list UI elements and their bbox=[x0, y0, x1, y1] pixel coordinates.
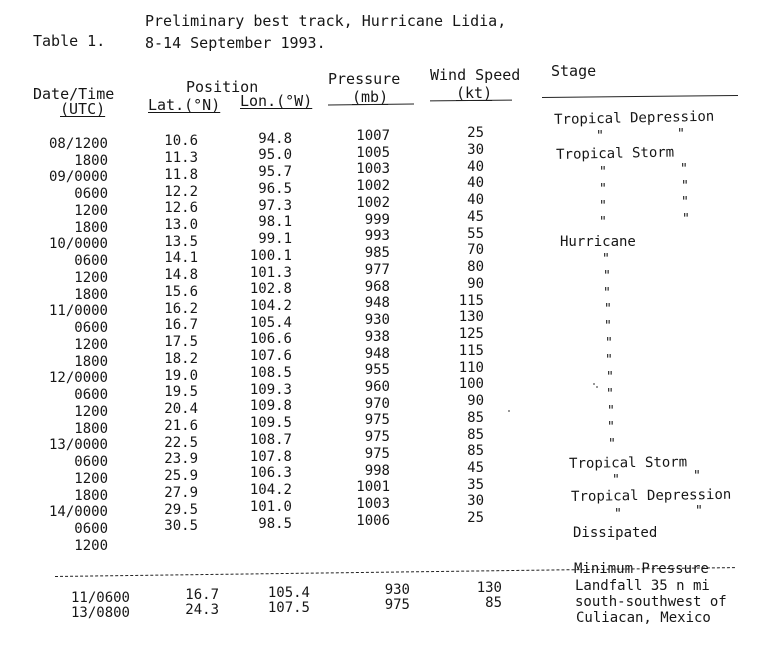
cell-pressure: 985 bbox=[364, 245, 390, 262]
scan-speck bbox=[508, 410, 510, 412]
cell-lon: 95.7 bbox=[258, 164, 292, 181]
cell-lon: 99.1 bbox=[258, 231, 292, 248]
cell-lon: 101.0 bbox=[249, 498, 292, 515]
cell-wind: 70 bbox=[467, 242, 484, 259]
cell-lat: 23.9 bbox=[164, 451, 198, 468]
cell-lat: 29.5 bbox=[164, 501, 198, 518]
cell-lon: 98.5 bbox=[258, 515, 292, 532]
cell-datetime: 1800 bbox=[74, 152, 108, 169]
cell-lon: 109.3 bbox=[249, 381, 292, 398]
cell-wind: 90 bbox=[467, 393, 484, 410]
header-stage: Stage bbox=[551, 62, 597, 80]
cell-lat: 17.5 bbox=[164, 334, 198, 351]
cell-pressure: 968 bbox=[364, 278, 390, 295]
cell-wind: 90 bbox=[467, 275, 484, 292]
cell-datetime: 0600 bbox=[74, 186, 108, 203]
summary-lon: 107.5 bbox=[267, 599, 310, 616]
summary-stage-line1: Minimum Pressure bbox=[574, 561, 709, 577]
ditto-mark: " bbox=[682, 212, 690, 227]
ditto-mark: " bbox=[596, 129, 604, 144]
cell-pressure: 960 bbox=[364, 379, 390, 395]
cell-datetime: 1800 bbox=[74, 219, 108, 236]
ditto-mark: " bbox=[606, 387, 614, 402]
cell-pressure: 1001 bbox=[356, 479, 390, 496]
ditto-mark: " bbox=[614, 507, 622, 522]
cell-lon: 102.8 bbox=[249, 281, 292, 298]
ditto-mark: " bbox=[599, 165, 607, 180]
cell-pressure: 948 bbox=[364, 345, 390, 362]
ditto-mark: " bbox=[612, 473, 620, 488]
cell-lon: 109.5 bbox=[249, 415, 292, 432]
cell-datetime: 10/0000 bbox=[48, 236, 108, 253]
ditto-mark: " bbox=[605, 353, 613, 368]
cell-pressure: 975 bbox=[364, 412, 390, 429]
cell-datetime: 08/1200 bbox=[48, 136, 108, 152]
cell-lon: 97.3 bbox=[258, 197, 292, 214]
cell-lat: 19.5 bbox=[164, 384, 198, 401]
cell-datetime: 1200 bbox=[74, 537, 108, 554]
cell-datetime: 11/0000 bbox=[48, 303, 108, 320]
cell-datetime: 0600 bbox=[74, 454, 108, 471]
cell-pressure: 970 bbox=[364, 395, 390, 412]
cell-lat: 11.3 bbox=[164, 150, 198, 167]
header-wind-line1: Wind Speed bbox=[430, 66, 521, 84]
cell-lat: 14.8 bbox=[164, 267, 198, 284]
summary-stage-line2: Landfall 35 n mi bbox=[575, 578, 710, 594]
cell-lon: 107.6 bbox=[249, 348, 292, 365]
cell-datetime: 1800 bbox=[74, 487, 108, 504]
cell-datetime: 1200 bbox=[74, 470, 108, 487]
cell-wind: 40 bbox=[467, 192, 484, 209]
header-lat: Lat.(°N) bbox=[148, 96, 221, 114]
cell-wind: 125 bbox=[458, 326, 484, 343]
stage-header-rule bbox=[542, 95, 738, 98]
cell-lat: 12.6 bbox=[164, 200, 198, 217]
cell-wind: 85 bbox=[467, 409, 484, 426]
header-pressure-line2: (mb) bbox=[352, 88, 389, 106]
ditto-mark: " bbox=[599, 199, 607, 214]
header-lon: Lon.(°W) bbox=[240, 92, 313, 110]
cell-lat: 30.5 bbox=[164, 518, 198, 535]
cell-datetime: 12/0000 bbox=[48, 370, 108, 387]
cell-pressure: 998 bbox=[364, 462, 390, 479]
cell-pressure: 977 bbox=[364, 261, 390, 278]
summary-lon: 105.4 bbox=[267, 584, 310, 601]
header-wind-line2: (kt) bbox=[456, 84, 493, 102]
cell-wind: 80 bbox=[467, 259, 484, 276]
cell-lon: 107.8 bbox=[249, 448, 292, 465]
cell-wind: 45 bbox=[467, 460, 484, 476]
cell-wind: 115 bbox=[458, 292, 484, 309]
cell-lat: 13.5 bbox=[164, 233, 198, 250]
cell-lon: 95.0 bbox=[258, 147, 292, 164]
cell-pressure: 999 bbox=[364, 211, 390, 228]
cell-lat: 16.7 bbox=[164, 317, 198, 334]
cell-pressure: 1003 bbox=[356, 161, 390, 178]
cell-lat: 10.6 bbox=[164, 133, 198, 150]
cell-lat: 21.6 bbox=[164, 417, 198, 434]
summary-stage-line4: Culiacan, Mexico bbox=[576, 610, 711, 626]
ditto-mark: " bbox=[693, 469, 701, 484]
ditto-mark: " bbox=[602, 252, 610, 267]
ditto-mark: " bbox=[599, 182, 607, 197]
cell-wind: 85 bbox=[467, 426, 484, 443]
stage-tropical-storm: Tropical Storm bbox=[556, 144, 675, 163]
cell-pressure: 975 bbox=[364, 429, 390, 446]
cell-lat: 19.0 bbox=[164, 367, 198, 384]
cell-lat: 27.9 bbox=[164, 484, 198, 501]
summary-stage-line3: south-southwest of bbox=[575, 594, 727, 610]
cell-pressure: 1006 bbox=[356, 512, 390, 529]
cell-wind: 40 bbox=[467, 158, 484, 175]
cell-wind: 25 bbox=[467, 125, 484, 142]
cell-pressure: 1005 bbox=[356, 144, 390, 161]
cell-wind: 110 bbox=[458, 359, 484, 376]
ditto-mark: " bbox=[607, 404, 615, 419]
cell-lon: 94.8 bbox=[258, 130, 292, 147]
summary-lat: 24.3 bbox=[185, 602, 219, 619]
cell-lon: 105.4 bbox=[249, 314, 292, 331]
cell-datetime: 1800 bbox=[74, 420, 108, 437]
cell-lon: 98.1 bbox=[258, 214, 292, 231]
ditto-mark: " bbox=[608, 437, 616, 452]
cell-pressure: 1003 bbox=[356, 496, 390, 513]
ditto-mark: " bbox=[681, 195, 689, 210]
cell-wind: 115 bbox=[458, 342, 484, 359]
cell-lon: 96.5 bbox=[258, 180, 292, 197]
cell-lon: 109.8 bbox=[249, 398, 292, 415]
ditto-mark: " bbox=[695, 504, 703, 519]
cell-wind: 35 bbox=[467, 476, 484, 493]
ditto-mark: " bbox=[605, 336, 613, 351]
cell-lon: 104.2 bbox=[249, 298, 292, 314]
cell-lat: 15.6 bbox=[164, 283, 198, 300]
cell-datetime: 0600 bbox=[74, 521, 108, 538]
cell-lon: 104.2 bbox=[249, 482, 292, 499]
stage-tropical-depression: Tropical Depression bbox=[554, 108, 715, 128]
cell-wind: 30 bbox=[467, 493, 484, 510]
ditto-mark: " bbox=[604, 319, 612, 334]
cell-lon: 108.7 bbox=[249, 431, 292, 448]
summary-wind: 130 bbox=[476, 579, 502, 596]
cell-lat: 20.4 bbox=[164, 401, 198, 418]
scan-speck bbox=[593, 383, 595, 385]
cell-pressure: 1002 bbox=[356, 178, 390, 195]
cell-datetime: 13/0000 bbox=[48, 437, 108, 454]
table-label: Table 1. bbox=[33, 32, 106, 50]
cell-wind: 55 bbox=[467, 225, 484, 242]
cell-pressure: 993 bbox=[364, 228, 390, 245]
header-position: Position bbox=[186, 78, 259, 96]
scan-speck bbox=[596, 386, 598, 388]
cell-pressure: 975 bbox=[364, 445, 390, 462]
ditto-mark: " bbox=[607, 420, 615, 435]
cell-datetime: 1800 bbox=[74, 353, 108, 370]
cell-datetime: 1800 bbox=[74, 286, 108, 303]
stage-hurricane: Hurricane bbox=[560, 234, 636, 250]
cell-pressure: 1007 bbox=[356, 127, 390, 144]
cell-pressure: 948 bbox=[364, 295, 390, 312]
cell-wind: 45 bbox=[467, 208, 484, 225]
cell-lat: 12.2 bbox=[164, 183, 198, 200]
cell-pressure: 955 bbox=[364, 362, 390, 379]
stage-tropical-storm-2: Tropical Storm bbox=[569, 454, 688, 472]
header-datetime-line2: (UTC) bbox=[60, 100, 106, 118]
ditto-mark: " bbox=[604, 302, 612, 317]
cell-datetime: 09/0000 bbox=[48, 169, 108, 186]
cell-pressure: 938 bbox=[364, 328, 390, 345]
cell-lat: 14.1 bbox=[164, 250, 198, 267]
ditto-mark: " bbox=[681, 179, 689, 194]
cell-wind: 100 bbox=[458, 376, 484, 393]
summary-pressure: 930 bbox=[384, 582, 410, 599]
summary-lat: 16.7 bbox=[185, 587, 219, 604]
summary-datetime: 11/0600 bbox=[70, 590, 130, 606]
cell-pressure: 1002 bbox=[356, 194, 390, 211]
cell-lat: 18.2 bbox=[164, 350, 198, 367]
ditto-mark: " bbox=[680, 162, 688, 177]
cell-datetime: 1200 bbox=[74, 202, 108, 219]
stage-tropical-depression-2: Tropical Depression bbox=[571, 486, 732, 505]
ditto-mark: " bbox=[599, 215, 607, 230]
cell-lon: 106.6 bbox=[249, 331, 292, 348]
summary-datetime: 13/0800 bbox=[70, 605, 130, 621]
cell-pressure: 930 bbox=[364, 312, 390, 329]
header-datetime-line1: Date/Time bbox=[33, 85, 115, 103]
cell-datetime: 1200 bbox=[74, 403, 108, 420]
cell-datetime: 0600 bbox=[74, 253, 108, 270]
cell-datetime: 0600 bbox=[74, 387, 108, 404]
cell-wind: 130 bbox=[458, 309, 484, 326]
cell-lat: 13.0 bbox=[164, 217, 198, 233]
cell-lat: 11.8 bbox=[164, 166, 198, 183]
cell-wind: 40 bbox=[467, 175, 484, 192]
stage-dissipated: Dissipated bbox=[573, 525, 658, 541]
summary-pressure: 975 bbox=[384, 597, 410, 614]
ditto-mark: " bbox=[606, 370, 614, 385]
ditto-mark: " bbox=[603, 269, 611, 284]
cell-wind: 85 bbox=[467, 443, 484, 460]
header-pressure-line1: Pressure bbox=[328, 70, 401, 88]
ditto-mark: " bbox=[603, 286, 611, 301]
summary-wind: 85 bbox=[485, 594, 502, 611]
table-title-line1: Preliminary best track, Hurricane Lidia, bbox=[145, 12, 507, 30]
cell-datetime: 0600 bbox=[74, 320, 108, 337]
cell-wind: 30 bbox=[467, 141, 484, 158]
cell-lon: 108.5 bbox=[249, 364, 292, 381]
cell-lat: 25.9 bbox=[164, 468, 198, 485]
cell-lat: 16.2 bbox=[164, 300, 198, 317]
cell-lon: 101.3 bbox=[249, 264, 292, 281]
cell-lat: 22.5 bbox=[164, 434, 198, 451]
cell-datetime: 1200 bbox=[74, 269, 108, 286]
cell-lon: 106.3 bbox=[249, 465, 292, 482]
cell-lon: 100.1 bbox=[249, 247, 292, 264]
ditto-mark: " bbox=[677, 127, 685, 142]
cell-datetime: 1200 bbox=[74, 336, 108, 353]
table-title-line2: 8-14 September 1993. bbox=[145, 34, 326, 52]
cell-datetime: 14/0000 bbox=[48, 504, 108, 521]
cell-wind: 25 bbox=[467, 510, 484, 527]
